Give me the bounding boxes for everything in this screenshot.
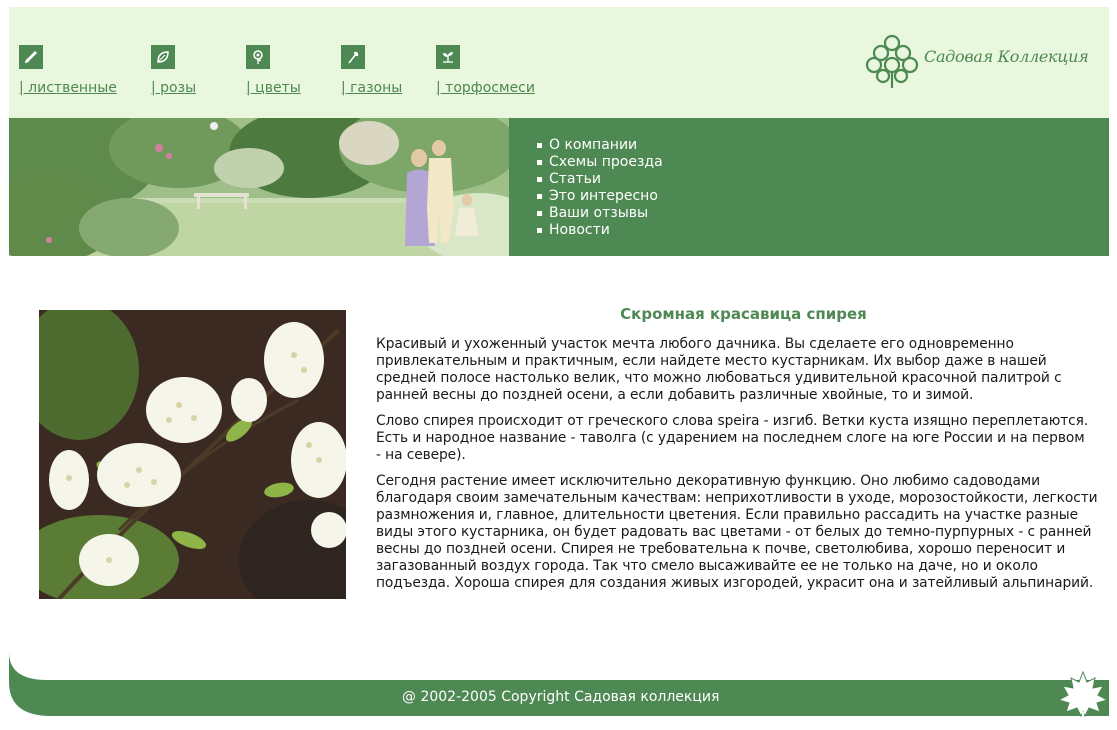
nav-link-roses[interactable]: | розы	[151, 80, 197, 96]
article-paragraph-3: Сегодня растение имеет исключительно декоративную функцию. Оно любимо садоводами благодаря своим замечательным качествам: неприхотливости в уходе, морозостойкости, легкости размножения и, главное, длительности цветения. Если правильно рассадить на участке разные виды этого кустарника, он будет радовать вас цветами - от белых до темно-пурпурных - с ранней весны до поздней осени. Спирея не требовательна к почве, светолюбива, хорошо переносит и загазованный воздух города. Так что смело высаживайте ее не только на даче, но и около подъезда. Хороша спирея для создания живых изгородей, украсит она и затейливый альпинарий.	[376, 473, 1098, 591]
nav-link-peat-mixes[interactable]: | торфосмеси	[436, 80, 535, 96]
leaf-icon[interactable]	[151, 45, 175, 69]
article-title: Скромная красавица спирея	[620, 305, 867, 323]
nav-item-deciduous[interactable]	[19, 45, 43, 69]
site-menu-list	[509, 137, 663, 239]
menu-item-directions[interactable]: Схемы проезда	[549, 154, 663, 170]
seedling-icon[interactable]	[436, 45, 460, 69]
nav-item-lawns[interactable]	[341, 45, 365, 69]
maple-leaf-icon	[1055, 668, 1111, 724]
spirea-photo	[39, 310, 346, 599]
footer-copyright: @ 2002-2005 Copyright Садовая коллекция	[402, 689, 720, 705]
menu-item-about[interactable]: О компании	[549, 137, 663, 154]
menu-item-interesting[interactable]: Это интересно	[549, 188, 663, 205]
article-paragraph-1: Красивый и ухоженный участок мечта любого дачника. Вы сделаете его одновременно привлекательным и практичным, если найдете место кустарникам. Их выбор даже в нашей средней полосе настолько велик, что можно любоваться удивительной красочной палитрой с ранней весны до поздней осени, а если добавить различные хвойные, то и зимой.	[376, 336, 1062, 403]
nav-item-roses[interactable]	[151, 45, 175, 69]
logo-text: Садовая Коллекция	[924, 47, 1089, 66]
nav-link-lawns[interactable]: | газоны	[341, 80, 403, 96]
article-paragraph-2: Слово спирея происходит от греческого слова speira - изгиб. Ветки куста изящно переплетаются. Есть и народное название - таволга (с ударением на последнем слоге на юге России и на первом - на севере).	[376, 413, 1089, 463]
menu-item-articles[interactable]: Статьи	[549, 171, 663, 188]
sprout-icon[interactable]	[341, 45, 365, 69]
top-navigation-bar	[9, 7, 1109, 118]
article	[376, 300, 1111, 601]
brush-icon[interactable]	[19, 45, 43, 69]
banner-garden-image	[9, 118, 509, 256]
site-menu-panel	[509, 118, 1109, 256]
menu-item-news[interactable]: Новости	[549, 222, 663, 239]
nav-link-deciduous[interactable]: | лиственные	[19, 80, 117, 96]
menu-item-reviews[interactable]: Ваши отзывы	[549, 205, 663, 222]
rose-icon[interactable]	[246, 45, 270, 69]
footer-background	[9, 652, 1109, 718]
site-logo[interactable]	[864, 32, 1094, 90]
nav-item-peat-mixes[interactable]	[436, 45, 460, 69]
footer	[9, 652, 1109, 718]
nav-item-flowers[interactable]	[246, 45, 270, 69]
nav-link-flowers[interactable]: | цветы	[246, 80, 301, 96]
logo-emblem-icon	[864, 32, 920, 90]
